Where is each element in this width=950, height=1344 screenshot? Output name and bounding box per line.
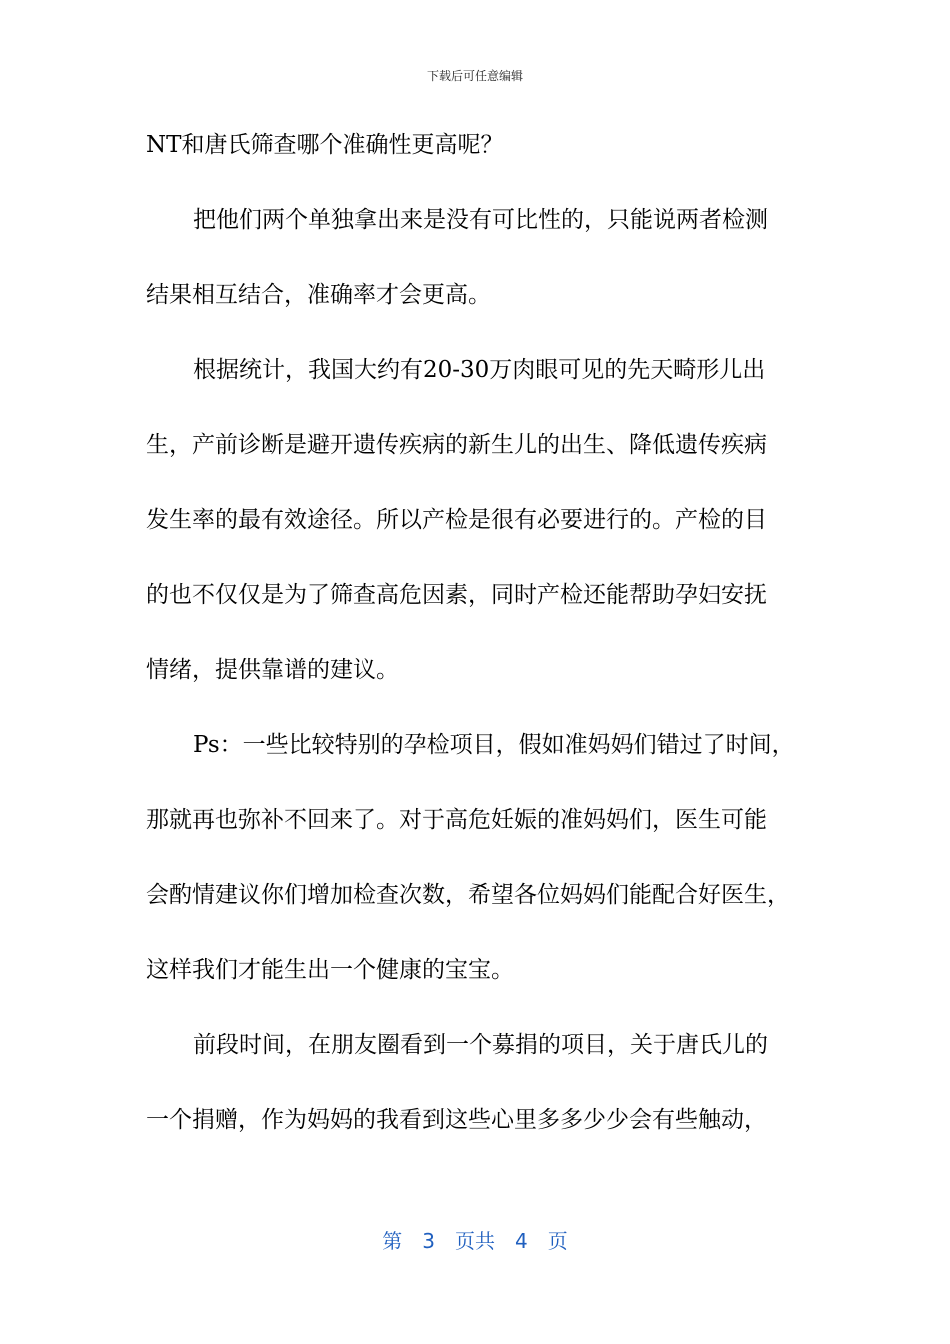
document-line: 的也不仅仅是为了筛查高危因素，同时产检还能帮助孕妇安抚	[146, 582, 767, 608]
document-line: 把他们两个单独拿出来是没有可比性的，只能说两者检测	[193, 207, 768, 233]
current-page-number: 3	[422, 1229, 435, 1253]
document-line: 结果相互结合，准确率才会更高。	[146, 282, 491, 308]
document-line: NT和唐氏筛查哪个准确性更高呢？	[146, 132, 504, 158]
document-line: 会酌情建议你们增加检查次数，希望各位妈妈们能配合好医生，	[146, 882, 790, 908]
document-line: 情绪，提供靠谱的建议。	[146, 657, 399, 683]
document-line: 这样我们才能生出一个健康的宝宝。	[146, 957, 514, 983]
document-line: 发生率的最有效途径。所以产检是很有必要进行的。产检的目	[146, 507, 767, 533]
document-line: 根据统计，我国大约有20-30万肉眼可见的先天畸形儿出	[193, 357, 766, 383]
document-line: 那就再也弥补不回来了。对于高危妊娠的准妈妈们，医生可能	[146, 807, 767, 833]
document-line: 前段时间，在朋友圈看到一个募捐的项目，关于唐氏儿的	[193, 1032, 768, 1058]
total-pages-number: 4	[515, 1229, 528, 1253]
document-line: 一个捐赠，作为妈妈的我看到这些心里多多少少会有些触动，	[146, 1107, 767, 1133]
page-label-mid: 页共	[455, 1229, 495, 1253]
document-line: Ps：一些比较特别的孕检项目，假如准妈妈们错过了时间，	[193, 732, 795, 758]
page-label-suffix: 页	[547, 1229, 568, 1253]
header-note: 下载后可任意编辑	[426, 69, 523, 83]
page-label-prefix: 第	[382, 1229, 403, 1253]
document-line: 生，产前诊断是避开遗传疾病的新生儿的出生、降低遗传疾病	[146, 432, 767, 458]
page-number-footer	[0, 1225, 950, 1254]
